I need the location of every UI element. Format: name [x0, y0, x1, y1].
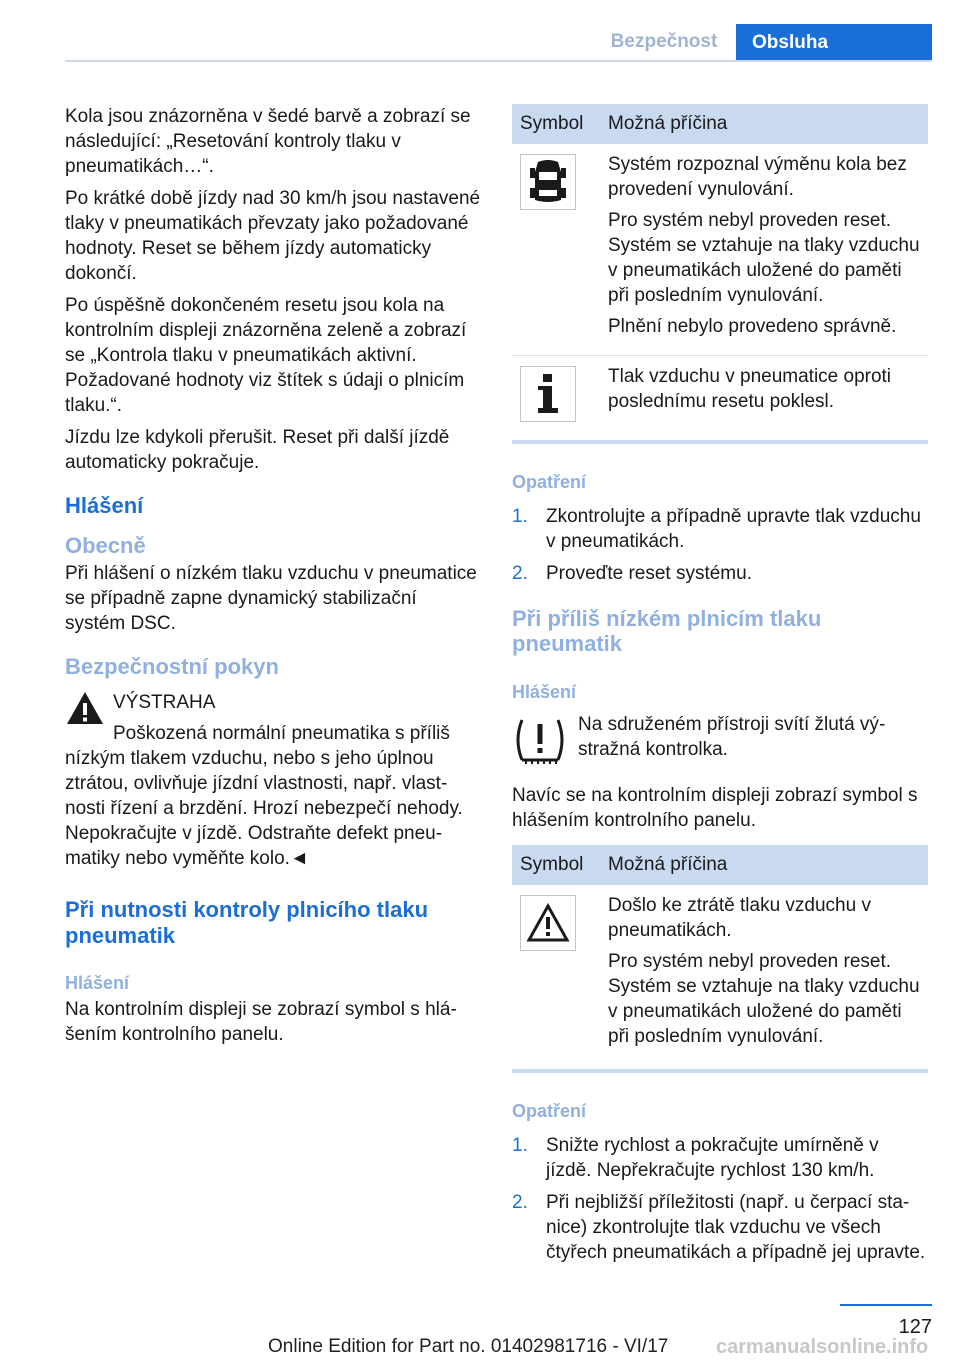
section-heading-nutnost: Při nutnosti kontroly plnicího tlaku pneumatik — [65, 897, 429, 948]
symbol-table-1 — [512, 104, 928, 432]
section-heading-hlaseni: Hlášení — [65, 493, 144, 518]
warning-first-line: Poškozená normální pneumatika s příliš — [113, 723, 450, 744]
step-number: 1. — [512, 506, 528, 527]
warning-text: nízkým tlakem vzduchu, nebo s jeho úplnou ztrátou, ovlivňuje jízdní vlastnosti, např. vlastnosti řízení a brzdění. Hrozí nebezpečí nehody. Nepokračujte v jízdě. Odstraňte defekt pneumatiky nebo vyměňte kolo.◄ — [65, 748, 463, 869]
cause-text: Systém rozpoznal výměnu kola bez provedení vynulování. — [608, 154, 907, 200]
watermark: carmanualsonline.info — [716, 1336, 929, 1358]
steps-list-1 — [512, 504, 928, 586]
subheading-nizky-tlak: Při příliš nízkém plnicím tlaku pneumatik — [512, 606, 822, 656]
table-row — [512, 885, 928, 1065]
header-rule — [65, 60, 932, 62]
subheading-bezpecnostni-pokyn: Bezpečnostní pokyn — [65, 654, 279, 679]
table-row — [512, 356, 928, 433]
column-header-cause: Možná příčina — [600, 845, 928, 885]
subheading-hlaseni: Hlášení — [65, 973, 130, 993]
warning-title: VÝSTRAHA — [113, 692, 216, 713]
left-column — [65, 104, 481, 1054]
step-text: Proveďte reset systému. — [546, 563, 752, 584]
step-number: 1. — [512, 1135, 528, 1156]
column-header-symbol: Symbol — [512, 845, 600, 885]
tab-bezpecnost[interactable]: Bezpečnost — [610, 31, 718, 52]
car-top-view-icon — [520, 154, 576, 210]
cause-text: Pro systém nebyl proveden reset. Systém se vztahuje na tlaky vzduchu v pneumatikách uložené do paměti při posledním vynulování. — [608, 210, 920, 306]
paragraph: Po krátké době jízdy nad 30 km/h jsou nastavené tlaky v pneumatikách převzaty jako požadované hodnoty. Reset se během jízdy automaticky dokončí. — [65, 188, 481, 284]
paragraph: Kola jsou znázorněna v šedé barvě a zobrazí se následující: „Resetování kontroly tlaku v pneumatikách…“. — [65, 106, 471, 177]
list-item — [512, 1190, 928, 1265]
column-header-symbol: Symbol — [512, 104, 600, 144]
warning-triangle-icon — [520, 895, 576, 951]
cause-text: Pro systém nebyl proveden reset. Systém se vztahuje na tlaky vzduchu v pneumatikách uložené do paměti při posledním vynulování. — [608, 951, 920, 1047]
paragraph: Jízdu lze kdykoli přerušit. Reset při další jízdě automaticky pokračuje. — [65, 427, 450, 473]
subheading-obecne: Obecně — [65, 533, 146, 558]
symbol-table-2 — [512, 845, 928, 1065]
info-icon — [520, 366, 576, 422]
tire-pressure-warning-icon — [512, 712, 578, 773]
list-item — [512, 561, 928, 586]
warning-triangle-icon — [65, 690, 113, 746]
step-text: Při nejbližší příležitosti (např. u čerpací stanice) zkontrolujte tlak vzduchu ve všech čtyřech pneumatikách a případně jej upravte. — [546, 1192, 926, 1263]
page-header — [0, 0, 960, 62]
cause-text: Tlak vzduchu v pneumatice oproti poslednímu resetu poklesl. — [608, 366, 892, 412]
list-item — [512, 1133, 928, 1183]
paragraph: Na kontrolním displeji se zobrazí symbol s hlášením kontrolního panelu. — [65, 999, 457, 1045]
paragraph: Při hlášení o nízkém tlaku vzduchu v pneumatice se případně zapne dynamický stabilizační systém DSC. — [65, 563, 477, 634]
subheading-opatreni: Opatření — [512, 1101, 587, 1121]
step-text: Snižte rychlost a pokračujte umírněně v jízdě. Nepřekračujte rychlost 130 km/h. — [546, 1135, 879, 1181]
subheading-hlaseni: Hlášení — [512, 682, 577, 702]
table-end-rule — [512, 1069, 928, 1073]
paragraph: Navíc se na kontrolním displeji zobrazí symbol s hlášením kontrolního panelu. — [512, 785, 918, 831]
tpms-warning-block — [512, 712, 928, 773]
right-column — [512, 104, 928, 1272]
warning-block — [65, 690, 481, 746]
column-header-cause: Možná příčina — [600, 104, 928, 144]
table-end-rule — [512, 440, 928, 444]
list-item — [512, 504, 928, 554]
cause-text: Došlo ke ztrátě tlaku vzduchu v pneumatikách. — [608, 895, 871, 941]
step-number: 2. — [512, 563, 528, 584]
cause-text: Plnění nebylo provedeno správně. — [608, 316, 897, 337]
step-number: 2. — [512, 1192, 528, 1213]
tab-obsluha[interactable]: Obsluha — [736, 24, 932, 62]
step-text: Zkontrolujte a případně upravte tlak vzduchu v pneumatikách. — [546, 506, 921, 552]
paragraph: Po úspěšně dokončeném resetu jsou kola na kontrolním displeji znázorněna zeleně a zobrazí se „Kontrola tlaku v pneumatikách aktivní. Požadované hodnoty viz štítek s údaji o plnicím tlaku.“. — [65, 295, 467, 416]
steps-list-2 — [512, 1133, 928, 1265]
tpms-text: Na sdruženém přístroji svítí žlutá výstražná kontrolka. — [578, 714, 886, 760]
footer-rule — [840, 1304, 932, 1306]
page-number: 127 — [898, 1316, 932, 1338]
subheading-opatreni: Opatření — [512, 472, 587, 492]
table-row — [512, 144, 928, 356]
edition-text: Online Edition for Part no. 01402981716 - VI/17 — [268, 1336, 669, 1357]
